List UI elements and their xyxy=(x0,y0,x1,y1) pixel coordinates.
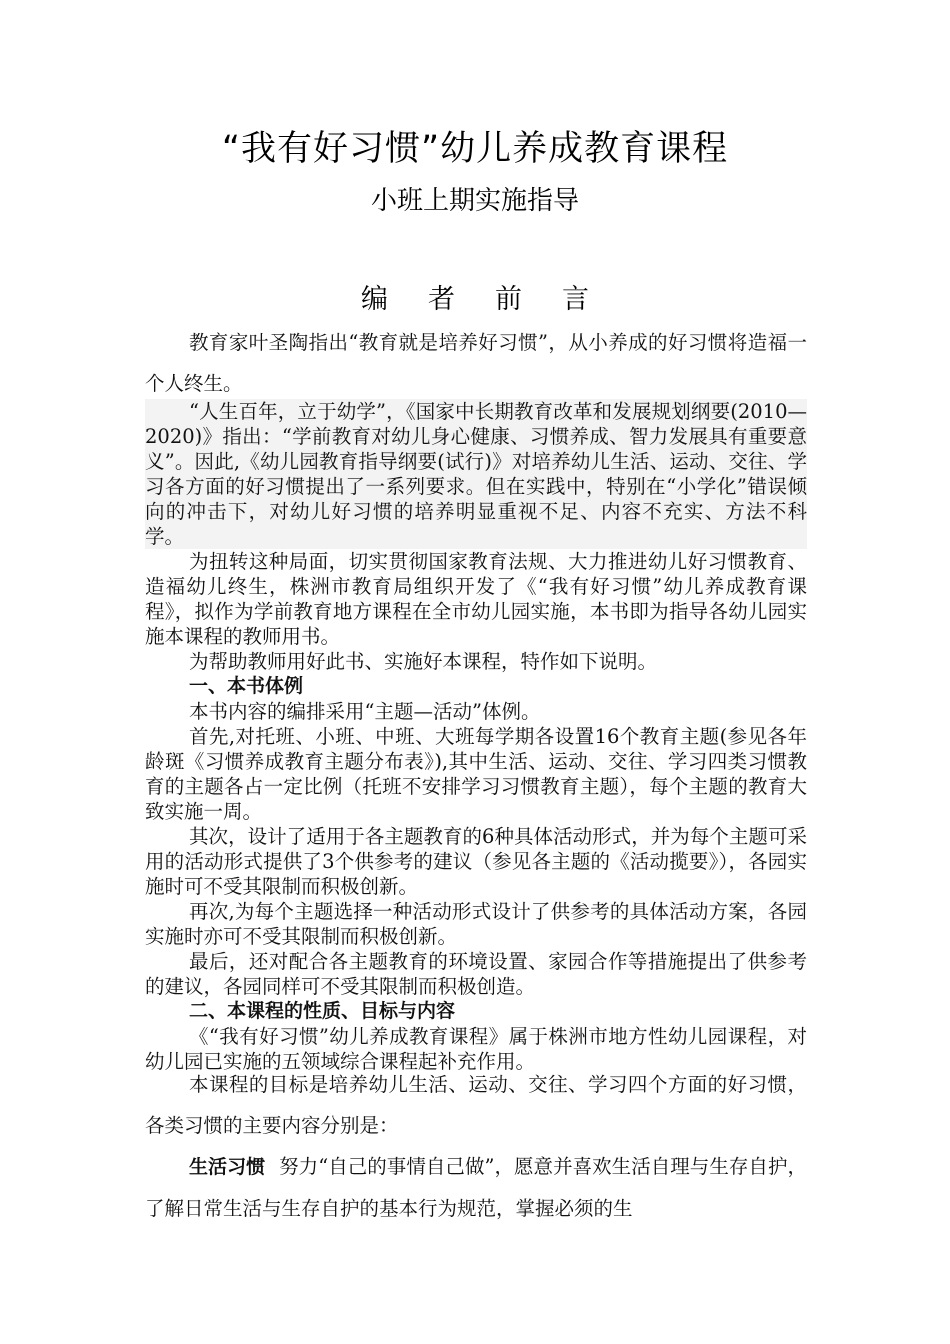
body-section-loose xyxy=(145,1064,807,1229)
paragraph: 首先,对托班、小班、中班、大班每学期各设置16个教育主题(参见各年龄斑《习惯养成教育主题分布表》),其中生活、运动、交往、学习四类习惯教育的主题各占一定比例（托班不安排学习习惯教育主题），每个主题的教育大致实施一周。 xyxy=(145,725,807,823)
paragraph xyxy=(145,1146,807,1229)
body-section xyxy=(145,549,807,1074)
section-heading: 一、本书体例 xyxy=(189,675,304,697)
intro-paragraph xyxy=(145,322,807,404)
shaded-paragraph xyxy=(145,399,807,549)
paragraph: 本课程的目标是培养幼儿生活、运动、交往、学习四个方面的好习惯，各类习惯的主要内容分别是： xyxy=(145,1073,807,1137)
habit-lead: 生活习惯 xyxy=(189,1156,266,1178)
paragraph: 再次,为每个主题选择一种活动形式设计了供参考的具体活动方案，各园实施时亦可不受其限制而积极创新。 xyxy=(145,900,807,948)
document-title: “我有好习惯”幼儿养成教育课程 xyxy=(221,129,729,169)
paragraph: 为扭转这种局面，切实贯彻国家教育法规、大力推进幼儿好习惯教育、造福幼儿终生，株洲市教育局组织开发了《“我有好习惯”幼儿养成教育课程》，拟作为学前教育地方课程在全市幼儿园实施，本书即为指导各幼儿园实施本课程的教师用书。 xyxy=(145,550,807,648)
paragraph: 本书内容的编排采用“主题—活动”体例。 xyxy=(189,700,541,723)
paragraph: 最后，还对配合各主题教育的环境设置、家园合作等措施提出了供参考的建议，各园同样可不受其限制而积极创造。 xyxy=(145,950,807,998)
paragraph: 《“我有好习惯”幼儿养成教育课程》属于株洲市地方性幼儿园课程，对幼儿园已实施的五领域综合课程起补充作用。 xyxy=(145,1025,807,1073)
paragraph: “人生百年，立于幼学”，《国家中长期教育改革和发展规划纲要(2010—2020)》指出：“学前教育对幼儿身心健康、习惯养成、智力发展具有重要意义”。因此,《幼儿园教育指导纲要(试行)》对培养幼儿生活、运动、交往、学习各方面的好习惯提出了一系列要求。但在实践中，特别在“小学化”错误倾向的冲击下，对幼儿好习惯的培养明显重视不足、内容不充实、方法不科学。 xyxy=(145,400,807,548)
habit-text: 努力“自己的事情自己做”，愿意并喜欢生活自理与生存自护，了解日常生活与生存自护的基本行为规范，掌握必须的生 xyxy=(145,1155,807,1220)
preface-heading: 编者前言 xyxy=(361,284,629,315)
document-subtitle: 小班上期实施指导 xyxy=(370,186,579,216)
section-heading: 二、本课程的性质、目标与内容 xyxy=(189,1000,456,1022)
paragraph: 其次，设计了适用于各主题教育的6种具体活动形式，并为每个主题可采用的活动形式提供了3个供参考的建议（参见各主题的《活动揽要》），各园实施时可不受其限制而积极创新。 xyxy=(145,825,807,898)
paragraph: 为帮助教师用好此书、实施好本课程，特作如下说明。 xyxy=(189,650,658,673)
paragraph: 教育家叶圣陶指出“教育就是培养好习惯”，从小养成的好习惯将造福一个人终生。 xyxy=(145,331,807,395)
